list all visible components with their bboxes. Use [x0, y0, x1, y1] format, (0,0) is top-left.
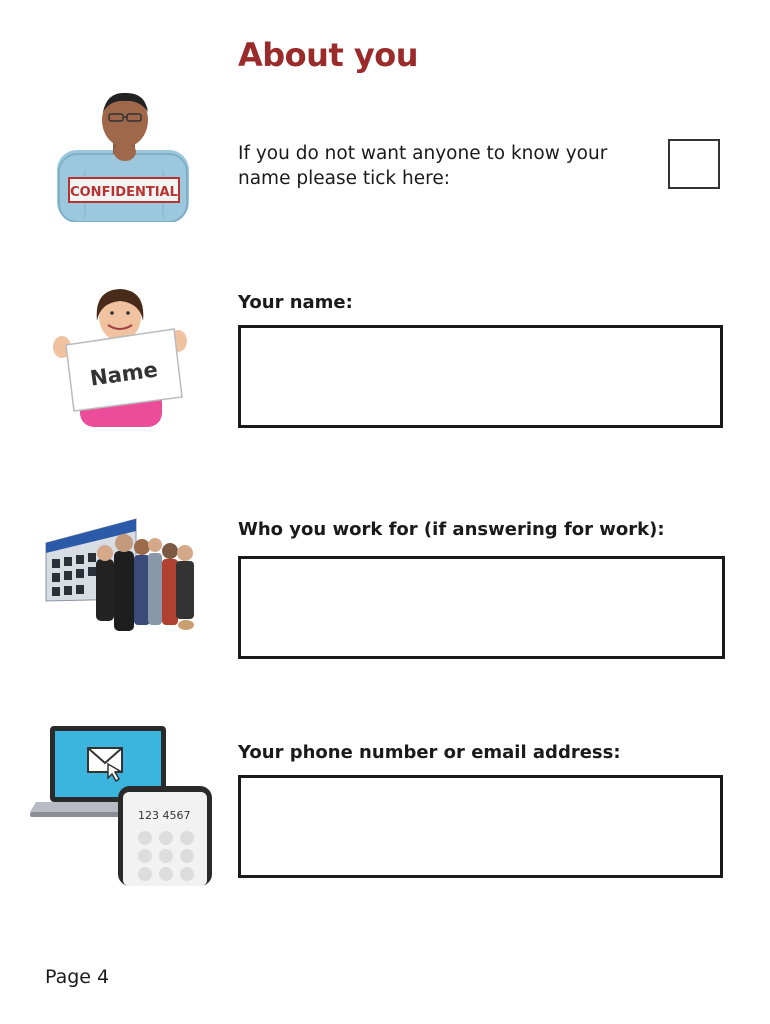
confidential-instruction-line1: If you do not want anyone to know your [238, 143, 608, 164]
phone-display-text: 123 4567 [138, 809, 191, 822]
confidential-instruction-line2: name please tick here: [238, 168, 450, 189]
name-sign-text: Name [88, 357, 160, 391]
contact-label: Your phone number or email address: [238, 742, 621, 763]
name-field[interactable] [238, 325, 723, 428]
name-label: Your name: [238, 292, 353, 313]
workplace-group-illustration [44, 515, 204, 640]
contact-field[interactable] [238, 775, 723, 878]
confidential-instruction [238, 141, 607, 191]
name-sign-illustration [50, 285, 200, 427]
page-number: Page 4 [45, 966, 110, 988]
work-field[interactable] [238, 556, 725, 659]
confidential-person-illustration [55, 90, 195, 222]
work-label: Who you work for (if answering for work): [238, 519, 665, 540]
anonymous-checkbox[interactable] [668, 139, 720, 189]
laptop-phone-illustration [28, 724, 214, 886]
page-title: About you [238, 36, 418, 74]
confidential-stamp-text: CONFIDENTIAL [70, 185, 178, 200]
